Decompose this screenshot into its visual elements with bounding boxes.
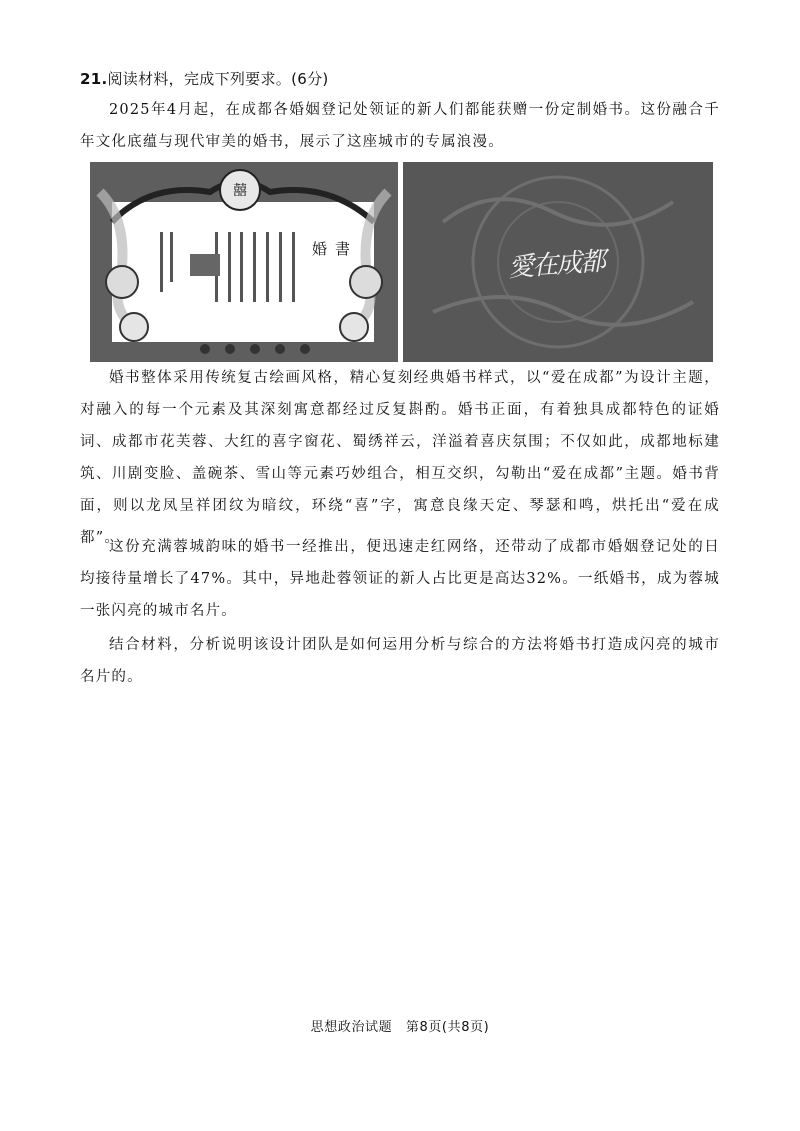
question-prompt: 结合材料，分析说明该设计团队是如何运用分析与综合的方法将婚书打造成闪亮的城市名片的。: [80, 637, 720, 685]
certificate-back-image: [403, 162, 713, 362]
certificate-front-title: 婚書: [312, 240, 359, 258]
svg-text:囍: 囍: [233, 183, 247, 199]
question-number: 21.: [80, 70, 108, 88]
question-title: [80, 68, 329, 90]
material-paragraph-1: 2025年4月起，在成都各婚姻登记处领证的新人们都能获赠一份定制婚书。这份融合千年文化底蕴与现代审美的婚书，展示了这座城市的专属浪漫。: [80, 102, 720, 150]
page-footer: 思想政治试题 第8页(共8页): [310, 1020, 490, 1035]
certificate-front-artwork: [90, 162, 398, 362]
question-instruction: 阅读材料，完成下列要求。(6分): [107, 70, 329, 88]
material-paragraph-3: 这份充满蓉城韵味的婚书一经推出，便迅速走红网络，还带动了成都市婚姻登记处的日均接待量增长了47%。其中，异地赴蓉领证的新人占比更是高达32%。一纸婚书，成为蓉城一张闪亮的城市名片。: [80, 539, 720, 619]
certificate-front-image: [90, 162, 398, 362]
material-paragraph-2: 婚书整体采用传统复古绘画风格，精心复刻经典婚书样式，以“爱在成都”为设计主题，对融入的每一个元素及其深刻寓意都经过反复斟酌。婚书正面，有着独具成都特色的证婚词、成都市花芙蓉、大红的喜字窗花、蜀绣祥云，洋溢着喜庆氛围；不仅如此，成都地标建筑、川剧变脸、盖碗茶、雪山等元素巧妙组合，相互交织，勾勒出“爱在成都”主题。婚书背面，则以龙凤呈祥团纹为暗纹，环绕“喜”字，寓意良缘天定、琴瑟和鸣，烘托出“爱在成都”。: [80, 370, 720, 546]
marriage-certificate-figure: [90, 162, 713, 362]
ai-zai-chengdu-logo: 愛在成都: [507, 246, 606, 284]
